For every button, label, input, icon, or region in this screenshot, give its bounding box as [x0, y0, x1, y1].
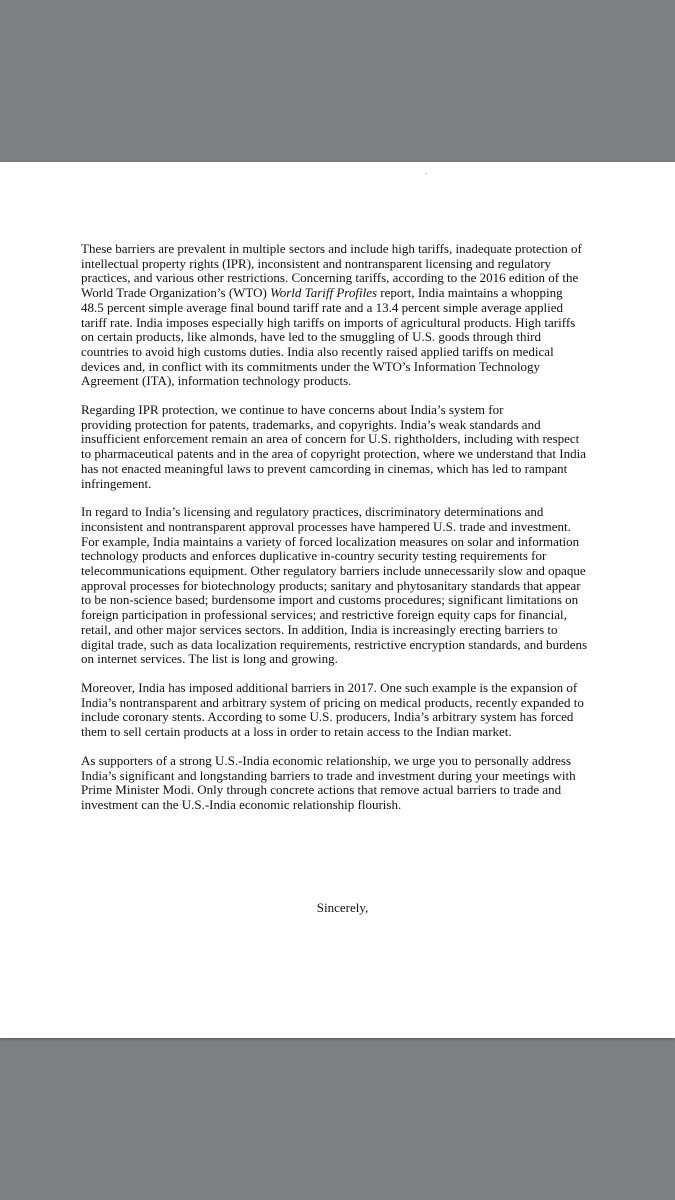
- paragraph-4: [81, 681, 601, 740]
- text-line: 48.5 percent simple average final bound tariff rate and a 13.4 percent simple average applied: [81, 299, 564, 315]
- text-line: include coronary stents. According to some U.S. producers, India’s arbitrary system has forced: [81, 709, 574, 725]
- paragraph-2: [81, 403, 601, 491]
- text-line: has not enacted meaningful laws to prevent camcording in cinemas, which has led to rampant: [81, 460, 568, 476]
- text-line: on certain products, like almonds, have led to the smuggling of U.S. goods through third: [81, 329, 541, 345]
- text-line: Moreover, India has imposed additional barriers in 2017. One such example is the expansion of: [81, 679, 578, 695]
- text-line: In regard to India’s licensing and regulatory practices, discriminatory determinations and: [81, 504, 544, 520]
- text-line: to be non-science based; burdensome import and customs procedures; significant limitations on: [81, 592, 579, 608]
- text-line: [81, 286, 601, 301]
- report-title-italic: World Tariff Profiles: [270, 285, 378, 301]
- text-line: These barriers are prevalent in multiple sectors and include high tariffs, inadequate protection of: [81, 241, 582, 256]
- text-line: inconsistent and nontransparent approval processes have hampered U.S. trade and investment.: [81, 518, 571, 534]
- document-page: [0, 162, 675, 1038]
- text-line: As supporters of a strong U.S.-India economic relationship, we urge you to personally address: [81, 752, 572, 768]
- text-line: providing protection for patents, trademarks, and copyrights. India’s weak standards and: [81, 416, 541, 432]
- text-line: to pharmaceutical patents and in the area of copyright protection, where we understand that India: [81, 446, 587, 462]
- text-segment: report, India maintains a whopping: [377, 285, 563, 301]
- paragraph-1: [81, 242, 601, 389]
- paragraph-3: [81, 505, 601, 667]
- text-line: Prime Minister Modi. Only through concrete actions that remove actual barriers to trade and: [81, 782, 562, 798]
- text-line: India’s nontransparent and arbitrary system of pricing on medical products, recently expanded to: [81, 694, 584, 710]
- text-line: investment can the U.S.-India economic relationship flourish.: [81, 796, 402, 812]
- text-line: infringement.: [81, 475, 152, 491]
- text-line: intellectual property rights (IPR), inconsistent and nontransparent licensing and regulatory: [81, 255, 552, 271]
- text-line: foreign participation in professional services; and restrictive foreign equity caps for financial,: [81, 607, 567, 623]
- text-line: digital trade, such as data localization requirements, restrictive encryption standards, and burdens: [81, 636, 588, 652]
- text-line: Agreement (ITA), information technology products.: [81, 373, 352, 389]
- text-line: technology products and enforces duplicative in-country security testing requirements for: [81, 548, 547, 564]
- text-line: countries to avoid high customs duties. India also recently raised applied tariffs on medical: [81, 343, 554, 359]
- text-line: Regarding IPR protection, we continue to have concerns about India’s system for: [81, 402, 504, 418]
- text-line: them to sell certain products at a loss in order to retain access to the Indian market.: [81, 724, 512, 740]
- closing-sincerely: Sincerely,: [316, 900, 369, 915]
- text-line: practices, and various other restrictions. Concerning tariffs, according to the 2016 edition of the: [81, 270, 579, 286]
- text-line: approval processes for biotechnology products; sanitary and phytosanitary standards that appear: [81, 577, 581, 593]
- text-line: For example, India maintains a variety of forced localization measures on solar and information: [81, 533, 580, 549]
- text-line: tariff rate. India imposes especially high tariffs on imports of agricultural products. High tariffs: [81, 314, 576, 330]
- text-line: insufficient enforcement remain an area of concern for U.S. rightholders, including with respect: [81, 431, 580, 447]
- text-line: retail, and other major services sectors. In addition, India is increasingly erecting barriers to: [81, 621, 558, 637]
- text-line: India’s significant and longstanding barriers to trade and investment during your meetings with: [81, 767, 576, 783]
- text-line: on internet services. The list is long and growing.: [81, 651, 338, 667]
- scan-artifact: [425, 173, 427, 174]
- letter-body: [81, 242, 601, 827]
- text-line: devices and, in conflict with its commitments under the WTO’s Information Technology: [81, 358, 541, 374]
- paragraph-5: [81, 754, 601, 813]
- text-line: telecommunications equipment. Other regulatory barriers include unnecessarily slow and opaque: [81, 563, 586, 579]
- text-segment: World Trade Organization’s (WTO): [81, 285, 271, 301]
